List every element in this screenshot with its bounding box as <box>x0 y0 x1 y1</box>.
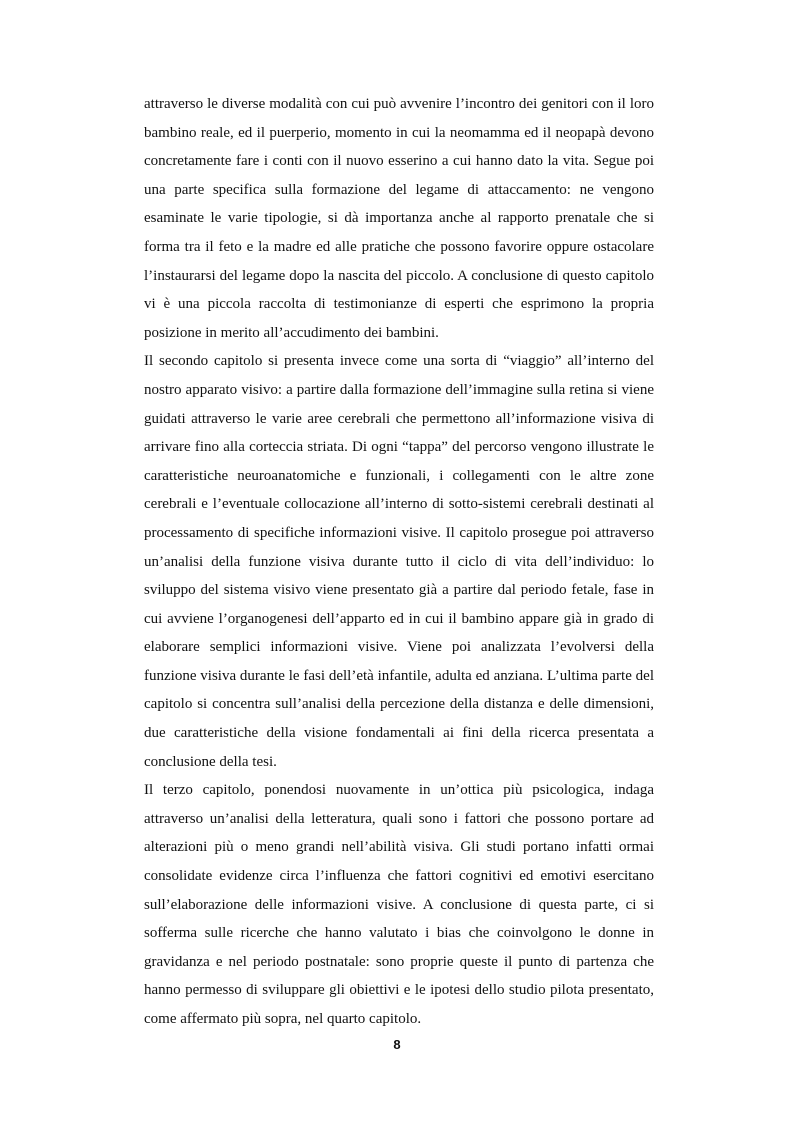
body-text <box>144 90 654 1034</box>
paragraph-chapter-three-summary: Il terzo capitolo, ponendosi nuovamente in un’ottica più psicologica, indaga attraverso un’analisi della letteratura, quali sono i fattori che possono portare ad alterazioni più o meno grandi nell’abilità visiva. Gli studi portano infatti ormai consolidate evidenze circa l’influenza che fattori cognitivi ed emotivi esercitano sull’elaborazione delle informazioni visive. A conclusione di questa parte, ci si sofferma sulle ricerche che hanno valutato i bias che coinvolgono le donne in gravidanza e nel periodo postnatale: sono proprie queste il punto di partenza che hanno permesso di sviluppare gli obiettivi e le ipotesi dello studio pilota presentato, come affermato più sopra, nel quarto capitolo. <box>144 782 654 1027</box>
paragraph-chapter-one-summary: attraverso le diverse modalità con cui può avvenire l’incontro dei genitori con il loro bambino reale, ed il puerperio, momento in cui la neomamma ed il neopapà devono concretamente fare i conti con il nuovo esserino a cui hanno dato la vita. Segue poi una parte specifica sulla formazione del legame di attaccamento: ne vengono esaminate le varie tipologie, si dà importanza anche al rapporto prenatale che si forma tra il feto e la madre ed alle pratiche che possono favorire oppure ostacolare l’instaurarsi del legame dopo la nascita del piccolo. A conclusione di questo capitolo vi è una piccola raccolta di testimonianze di esperti che esprimono la propria posizione in merito all’accudimento dei bambini. <box>144 96 654 341</box>
paragraph-chapter-two-summary: Il secondo capitolo si presenta invece come una sorta di “viaggio” all’interno del nostro apparato visivo: a partire dalla formazione dell’immagine sulla retina si viene guidati attraverso le varie aree cerebrali che permettono all’informazione visiva di arrivare fino alla corteccia striata. Di ogni “tappa” del percorso vengono illustrate le caratteristiche neuroanatomiche e funzionali, i collegamenti con le altre zone cerebrali e l’eventuale collocazione all’interno di sotto-sistemi cerebrali destinati al processamento di specifiche informazioni visive. Il capitolo prosegue poi attraverso un’analisi della funzione visiva durante tutto il ciclo di vita dell’individuo: lo sviluppo del sistema visivo viene presentato già a partire dal periodo fetale, fase in cui avviene l’organogenesi dell’apparto ed in cui il bambino appare già in grado di elaborare semplici informazioni visive. Viene poi analizzata l’evolversi della funzione visiva durante le fasi dell’età infantile, adulta ed anziana. L’ultima parte del capitolo si concentra sull’analisi della percezione della distanza e delle dimensioni, due caratteristiche della visione fondamentali ai fini della ricerca presentata a conclusione della tesi. <box>144 353 654 770</box>
page-number: 8 <box>393 1037 401 1052</box>
